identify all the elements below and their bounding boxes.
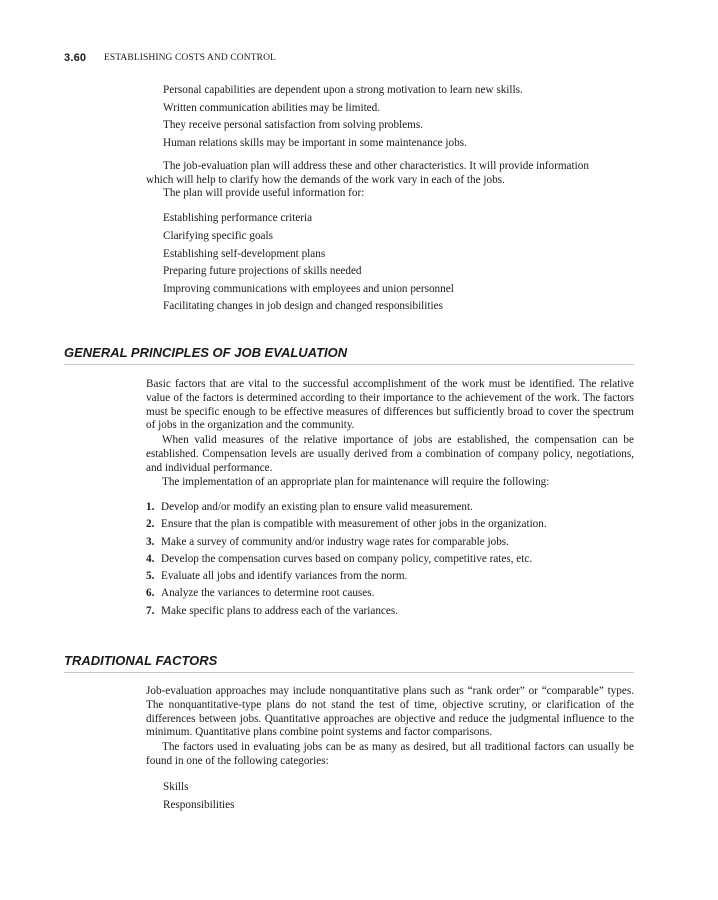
section-heading-general-principles: GENERAL PRINCIPLES OF JOB EVALUATION — [64, 345, 634, 365]
list-item — [146, 569, 547, 586]
characteristic-item: They receive personal satisfaction from solving problems. — [163, 119, 424, 131]
list-number: 6. — [146, 587, 155, 600]
list-text: Make specific plans to address each of the variances. — [161, 604, 399, 617]
general-paragraph-1: Basic factors that are vital to the successful accomplishment of the work must be identified. The relative value of the factors is determined according to their importance to the achievement of the work. The factors must be specific enough to be effective measures of differences but sufficiently broad to cover the spectrum of jobs in the organization and the community. — [146, 378, 634, 432]
list-number: 2. — [146, 518, 155, 531]
list-number: 3. — [146, 535, 155, 548]
general-paragraph-2: When valid measures of the relative importance of jobs are established, the compensation can be established. Compensation levels are usually derived from a combination of company policy, negotiations, and individual performance. — [146, 434, 634, 474]
page-number: 3.60 — [64, 52, 87, 64]
list-item — [146, 604, 547, 621]
list-text: Ensure that the plan is compatible with measurement of other jobs in the organization. — [161, 518, 547, 531]
list-number: 1. — [146, 501, 155, 513]
section-heading-traditional-factors: TRADITIONAL FACTORS — [64, 653, 634, 673]
list-number: 4. — [146, 552, 155, 565]
list-text: Evaluate all jobs and identify variances from the norm. — [161, 570, 408, 583]
use-item: Establishing self-development plans — [163, 248, 326, 260]
list-item — [146, 535, 547, 552]
use-item: Clarifying specific goals — [163, 230, 273, 242]
list-text: Analyze the variances to determine root causes. — [161, 587, 375, 600]
characteristic-item: Written communication abilities may be limited. — [163, 102, 381, 114]
list-item — [146, 586, 547, 603]
traditional-paragraph-1: Job-evaluation approaches may include nonquantitative plans such as “rank order” or “comparable” types. The nonquantitative-type plans do not stand the test of time, objective scrutiny, or clarification of the differences between jobs. Quantitative approaches are objective and reduce the judgmental influence to the minimum. Quantitative plans combine point systems and factor comparisons. — [146, 685, 634, 739]
category-item: Skills — [163, 781, 189, 793]
general-paragraph-3: The implementation of an appropriate plan for maintenance will require the following: — [162, 476, 550, 488]
list-item — [146, 552, 547, 569]
plan-paragraph-line: The job-evaluation plan will address these and other characteristics. It will provide information — [163, 160, 589, 172]
use-item: Facilitating changes in job design and changed responsibilities — [163, 300, 443, 312]
use-item: Establishing performance criteria — [163, 212, 313, 224]
characteristic-item: Personal capabilities are dependent upon a strong motivation to learn new skills. — [163, 84, 523, 96]
list-text: Develop and/or modify an existing plan to ensure valid measurement. — [161, 501, 473, 513]
list-number: 5. — [146, 570, 155, 583]
list-item — [146, 500, 547, 517]
characteristic-item: Human relations skills may be important in some maintenance jobs. — [163, 137, 467, 149]
list-text: Develop the compensation curves based on company policy, competitive rates, etc. — [161, 552, 533, 565]
category-item: Responsibilities — [163, 799, 235, 811]
list-text: Make a survey of community and/or industry wage rates for comparable jobs. — [161, 535, 509, 548]
plan-paragraph-line: The plan will provide useful information for: — [163, 187, 365, 199]
traditional-paragraph-2: The factors used in evaluating jobs can be as many as desired, but all traditional factors can usually be found in one of the following categories: — [146, 741, 634, 767]
use-item: Preparing future projections of skills needed — [163, 265, 362, 277]
list-item — [146, 517, 547, 534]
running-title: ESTABLISHING COSTS AND CONTROL — [104, 53, 276, 63]
maintenance-steps-list — [146, 500, 547, 621]
use-item: Improving communications with employees and union personnel — [163, 283, 454, 295]
plan-paragraph-line: which will help to clarify how the demands of the work vary in each of the jobs. — [146, 174, 505, 186]
list-number: 7. — [146, 604, 155, 617]
